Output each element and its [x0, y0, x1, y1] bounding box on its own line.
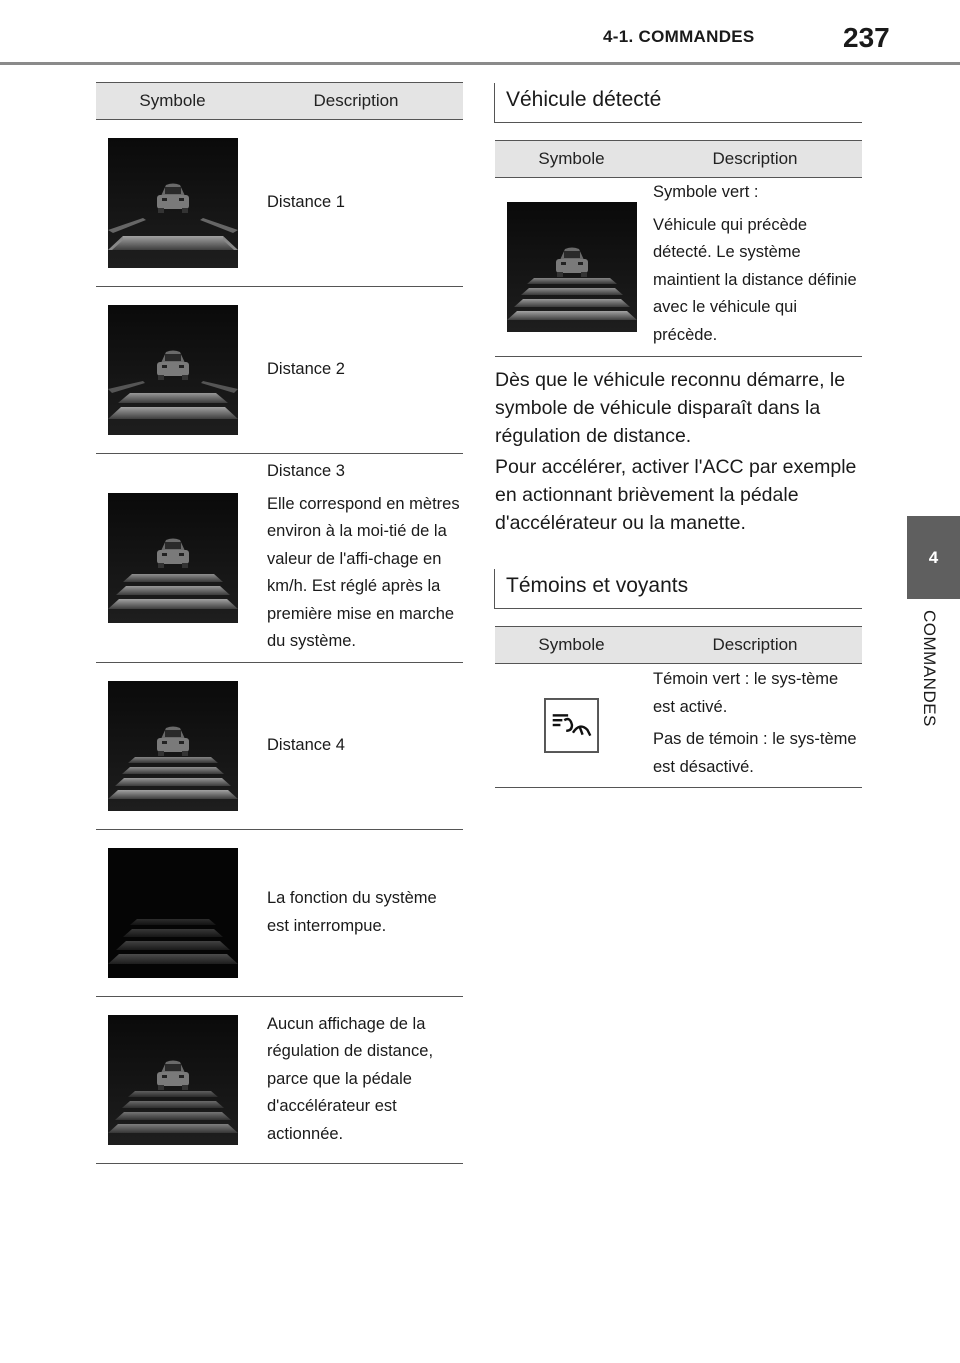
- distance-1-icon: [108, 138, 238, 268]
- row-description: La fonction du système est interrompue.: [267, 889, 437, 935]
- col-header-description: Description: [249, 83, 463, 120]
- row-description-title: Symbole vert :: [653, 183, 759, 201]
- chapter-tab-label-text: COMMANDES: [920, 610, 939, 727]
- row-description: Témoin vert : le sys-tème est activé.: [653, 670, 839, 716]
- distance-4-icon: [108, 681, 238, 811]
- vehicle-detected-table: [495, 140, 862, 357]
- chapter-tab-label: [915, 610, 945, 750]
- no-display-icon: [108, 1015, 238, 1145]
- row-description-title: Distance 3: [267, 462, 345, 480]
- col-header-symbol: Symbole: [96, 83, 249, 120]
- paragraph-vehicle-departs: Dès que le véhicule reconnu démarre, le symbole de véhicule disparaît dans la régulation de distance.: [495, 369, 846, 447]
- table-row: [495, 178, 862, 357]
- section-title-vehicle-detected: Véhicule détecté: [494, 83, 862, 123]
- col-header-symbol: Symbole: [495, 627, 648, 664]
- vehicle-detected-icon: [507, 202, 637, 332]
- row-description: Véhicule qui précède détecté. Le système maintient la distance définie avec le véhicule qui précède.: [653, 215, 857, 344]
- distance-3-icon: [108, 493, 238, 623]
- distance-2-icon: [108, 305, 238, 435]
- page-number: 237: [843, 22, 890, 53]
- section-title-indicator-lights: Témoins et voyants: [494, 569, 862, 609]
- paragraph-accelerate: Pour accélérer, activer l'ACC par exemple en actionnant brièvement la pédale d'accélérateur ou la manette.: [495, 456, 857, 534]
- row-description: Aucun affichage de la régulation de distance, parce que la pédale d'accélérateur est actionnée.: [267, 1014, 434, 1143]
- table-row: [495, 664, 862, 788]
- row-description: Distance 4: [267, 735, 345, 754]
- col-header-description: Description: [648, 141, 862, 178]
- table-row: [96, 996, 463, 1163]
- table-row: [96, 120, 463, 287]
- header-section-title: 4-1. COMMANDES: [603, 27, 755, 46]
- table-row: [96, 829, 463, 996]
- table-row: [96, 662, 463, 829]
- col-header-description: Description: [648, 627, 862, 664]
- row-description: Distance 2: [267, 360, 345, 379]
- function-interrupted-icon: [108, 848, 238, 978]
- row-description: Elle correspond en mètres environ à la moi-tié de la valeur de l'affi-chage en km/h. Est réglé après la première mise en marche du système.: [267, 494, 460, 650]
- row-description: Pas de témoin : le sys-tème est désactivé.: [653, 730, 857, 776]
- header-divider: [0, 62, 960, 65]
- indicator-lights-table: [495, 626, 862, 788]
- table-row: [96, 454, 463, 663]
- table-row: [96, 287, 463, 454]
- distance-symbols-table: [96, 82, 463, 1164]
- chapter-tab-number: 4: [907, 516, 960, 599]
- acc-indicator-icon: [544, 698, 599, 753]
- col-header-symbol: Symbole: [495, 141, 648, 178]
- row-description: Distance 1: [267, 193, 345, 212]
